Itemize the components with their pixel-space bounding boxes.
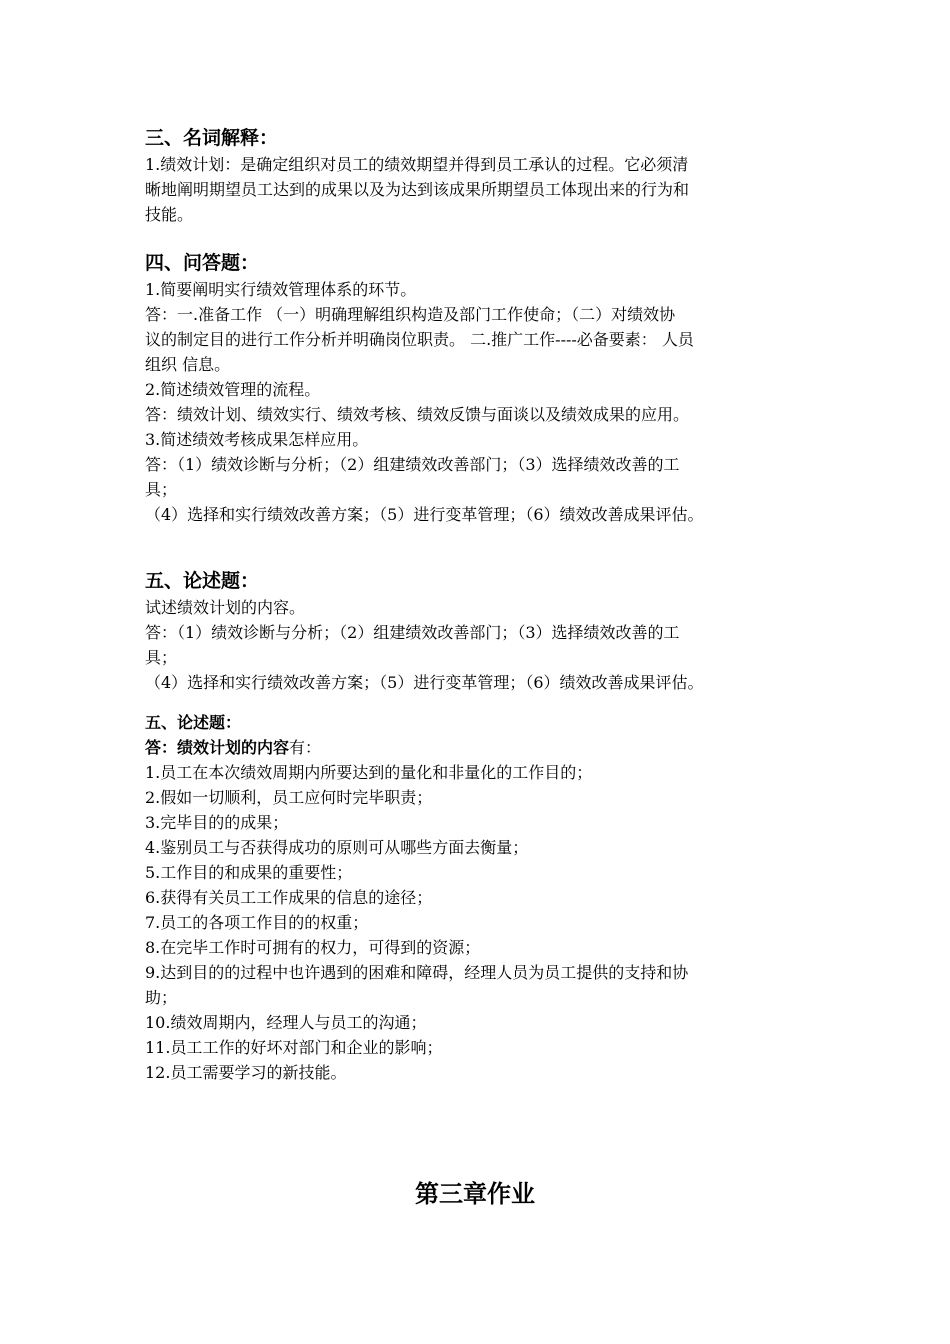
list-item: 7.员工的各项工作目的的权重； — [145, 913, 369, 932]
list-item: 9.达到目的的过程中也许遇到的困难和障碍，经理人员为员工提供的支持和协 — [145, 963, 689, 982]
spacer — [145, 227, 817, 249]
paragraph-line: （4）选择和实行绩效改善方案；（5）进行变革管理；（6）绩效改善成果评估。 — [145, 673, 704, 692]
list-item: 6.获得有关员工工作成果的信息的途径； — [145, 888, 433, 907]
paragraph-line: 答：（1）绩效诊断与分析；（2）组建绩效改善部门；（3）选择绩效改善的工 — [145, 455, 680, 474]
answer-bold-text: 绩效计划的内容 — [177, 738, 290, 757]
list-item: 10.绩效周期内，经理人与员工的沟通； — [145, 1013, 427, 1032]
list-item: 5.工作目的和成果的重要性； — [145, 863, 353, 882]
paragraph-line: 晰地阐明期望员工达到的成果以及为达到该成果所期望员工体现出来的行为和 — [145, 180, 690, 199]
paragraph-line: 技能。 — [145, 205, 194, 224]
chapter-title: 第三章作业 — [415, 1180, 535, 1208]
section-heading-essay-2: 五、论述题： — [145, 713, 242, 732]
paragraph-line: 答：（1）绩效诊断与分析；（2）组建绩效改善部门；（3）选择绩效改善的工 — [145, 623, 680, 642]
paragraph-line: 1.简要阐明实行绩效管理体系的环节。 — [145, 280, 417, 299]
paragraph-line: （4）选择和实行绩效改善方案；（5）进行变革管理；（6）绩效改善成果评估。 — [145, 505, 704, 524]
section-heading-qa: 四、问答题： — [145, 252, 260, 274]
list-item: 3.完毕目的的成果； — [145, 813, 289, 832]
list-item: 8.在完毕工作时可拥有的权力，可得到的资源； — [145, 938, 481, 957]
paragraph-line: 组织 信息。 — [145, 355, 231, 374]
document-body — [145, 124, 817, 1085]
paragraph-line: 试述绩效计划的内容。 — [145, 598, 306, 617]
list-item: 12.员工需要学习的新技能。 — [145, 1063, 347, 1082]
list-item: 2.假如一切顺利，员工应何时完毕职责； — [145, 788, 433, 807]
list-item: 11.员工工作的好坏对部门和企业的影响； — [145, 1038, 443, 1057]
paragraph-line: 具； — [145, 648, 178, 667]
section-heading-definitions: 三、名词解释： — [145, 127, 279, 149]
list-item: 助； — [145, 988, 178, 1007]
paragraph-line: 2.简述绩效管理的流程。 — [145, 380, 321, 399]
paragraph-line: 3.简述绩效考核成果怎样应用。 — [145, 430, 369, 449]
answer-prefix: 答： — [145, 738, 178, 757]
section-heading-essay: 五、论述题： — [145, 570, 260, 592]
paragraph-line: 答：一.准备工作 （一）明确理解组织构造及部门工作使命；（二）对绩效协 — [145, 305, 676, 324]
spacer — [145, 695, 817, 710]
paragraph-line: 议的制定目的进行工作分析并明确岗位职责。 二.推广工作----必备要素： 人员 — [145, 330, 694, 349]
paragraph-line: 1.绩效计划：是确定组织对员工的绩效期望并得到员工承认的过程。它必须清 — [145, 155, 689, 174]
spacer — [145, 527, 817, 567]
list-item: 1.员工在本次绩效周期内所要达到的量化和非量化的工作目的； — [145, 763, 593, 782]
answer-intro-line — [145, 735, 817, 760]
paragraph-line: 答：绩效计划、绩效实行、绩效考核、绩效反馈与面谈以及绩效成果的应用。 — [145, 405, 690, 424]
paragraph-line: 具； — [145, 480, 178, 499]
list-item: 4.鉴别员工与否获得成功的原则可从哪些方面去衡量； — [145, 838, 529, 857]
answer-suffix: 有： — [289, 738, 322, 757]
